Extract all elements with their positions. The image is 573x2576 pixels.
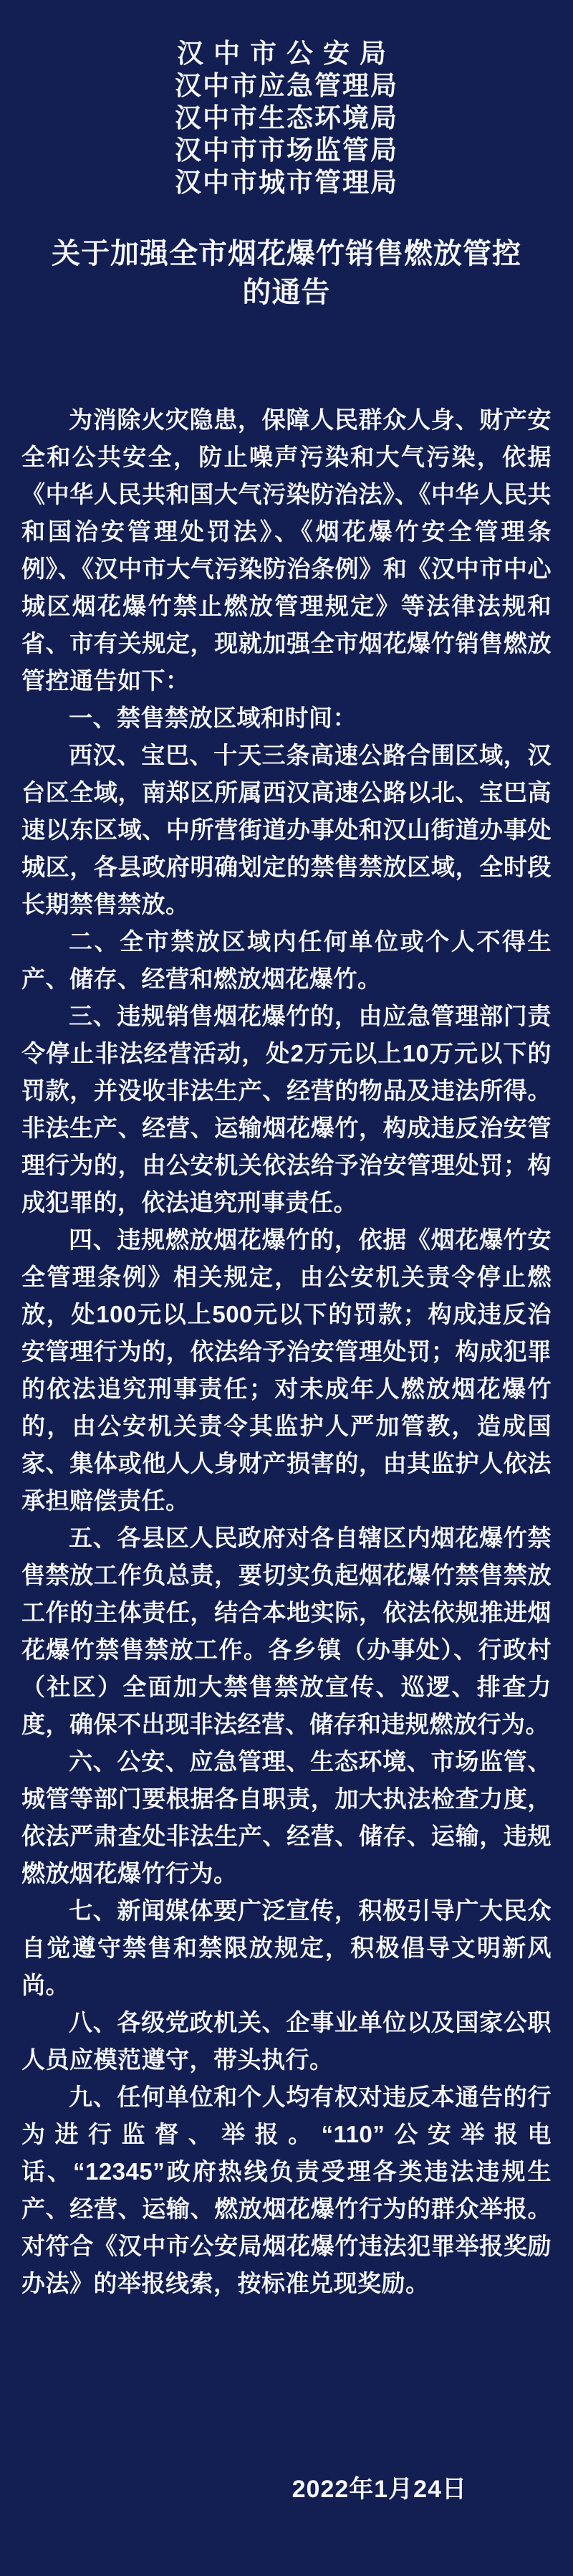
notice-paragraph-item1-detail: 西汉、宝巴、十天三条高速公路合围区域，汉台区全域，南郑区所属西汉高速公路以北、宝巴高速以东区域、中所营街道办事处和汉山街道办事处城区，各县政府明确划定的禁售禁放区域，全时段长期禁售禁放。 — [21, 742, 552, 917]
issuing-agencies — [0, 37, 573, 199]
notice-paragraph-item1-heading: 一、禁售禁放区域和时间： — [69, 705, 357, 731]
agency-name-emergency-management: 汉中市应急管理局 — [175, 71, 398, 100]
agency-name-ecology-environment: 汉中市生态环境局 — [175, 103, 398, 133]
notice-paragraph-intro: 为消除火灾隐患，保障人民群众人身、财产安全和公共安全，防止噪声污染和大气污染，依据《中华人民共和国大气污染防治法》、《中华人民共和国治安管理处罚法》、《烟花爆竹安全管理条例》、《汉中市大气污染防治条例》和《汉中市中心城区烟花爆竹禁止燃放管理规定》等法律法规和省、市有关规定，现就加强全市烟花爆竹销售燃放管控通告如下： — [21, 406, 552, 694]
notice-paragraph-item6: 六、公安、应急管理、生态环境、市场监管、城管等部门要根据各自职责，加大执法检查力度，依法严肃查处非法生产、经营、储存、运输，违规燃放烟花爆竹行为。 — [21, 1748, 552, 1886]
notice-paragraph-item2: 二、全市禁放区域内任何单位或个人不得生产、储存、经营和燃放烟花爆竹。 — [21, 928, 552, 992]
notice-paragraph-item7: 七、新闻媒体要广泛宣传，积极引导广大民众自觉遵守禁售和禁限放规定，积极倡导文明新风尚。 — [21, 1897, 552, 1998]
notice-paragraph-item4: 四、违规燃放烟花爆竹的，依据《烟花爆竹安全管理条例》相关规定，由公安机关责令停止燃放，处100元以上500元以下的罚款；构成违反治安管理行为的，依法给予治安管理处罚；构成犯罪的依法追究刑事责任；对未成年人燃放烟花爆竹的，由公安机关责令其监护人严加管教，造成国家、集体或他人人身财产损害的，由其监护人依法承担赔偿责任。 — [21, 1226, 552, 1514]
notice-paragraph-item3: 三、违规销售烟花爆竹的，由应急管理部门责令停止非法经营活动，处2万元以上10万元以下的罚款，并没收非法生产、经营的物品及违法所得。非法生产、经营、运输烟花爆竹，构成违反治安管理行为的，由公安机关依法给予治安管理处罚；构成犯罪的，依法追究刑事责任。 — [21, 1003, 552, 1216]
notice-paragraph-item8: 八、各级党政机关、企事业单位以及国家公职人员应模范遵守，带头执行。 — [21, 2009, 552, 2073]
agency-name-public-security: 汉中市公安局 — [177, 39, 396, 68]
agency-name-market-regulation: 汉中市市场监管局 — [175, 135, 398, 165]
agency-name-urban-management: 汉中市城市管理局 — [175, 168, 398, 197]
notice-paragraph-item9: 九、任何单位和个人均有权对违反本通告的行为进行监督、举报。“110”公安举报电话、“12345”政府热线负责受理各类违法违规生产、经营、运输、燃放烟花爆竹行为的群众举报。对符合《汉中市公安局烟花爆竹违法犯罪举报奖励办法》的举报线索，按标准兑现奖励。 — [21, 2084, 552, 2296]
notice-body — [21, 401, 552, 2302]
notice-date: 2022年1月24日 — [292, 2476, 467, 2503]
notice-paragraph-item5: 五、各县区人民政府对各自辖区内烟花爆竹禁售禁放工作负总责，要切实负起烟花爆竹禁售禁放工作的主体责任，结合本地实际，依法依规推进烟花爆竹禁售禁放工作。各乡镇（办事处）、行政村（社区）全面加大禁售禁放宣传、巡逻、排查力度，确保不出现非法经营、储存和违规燃放行为。 — [21, 1525, 552, 1737]
notice-title: 关于加强全市烟花爆竹销售燃放管控的通告 — [52, 238, 521, 308]
